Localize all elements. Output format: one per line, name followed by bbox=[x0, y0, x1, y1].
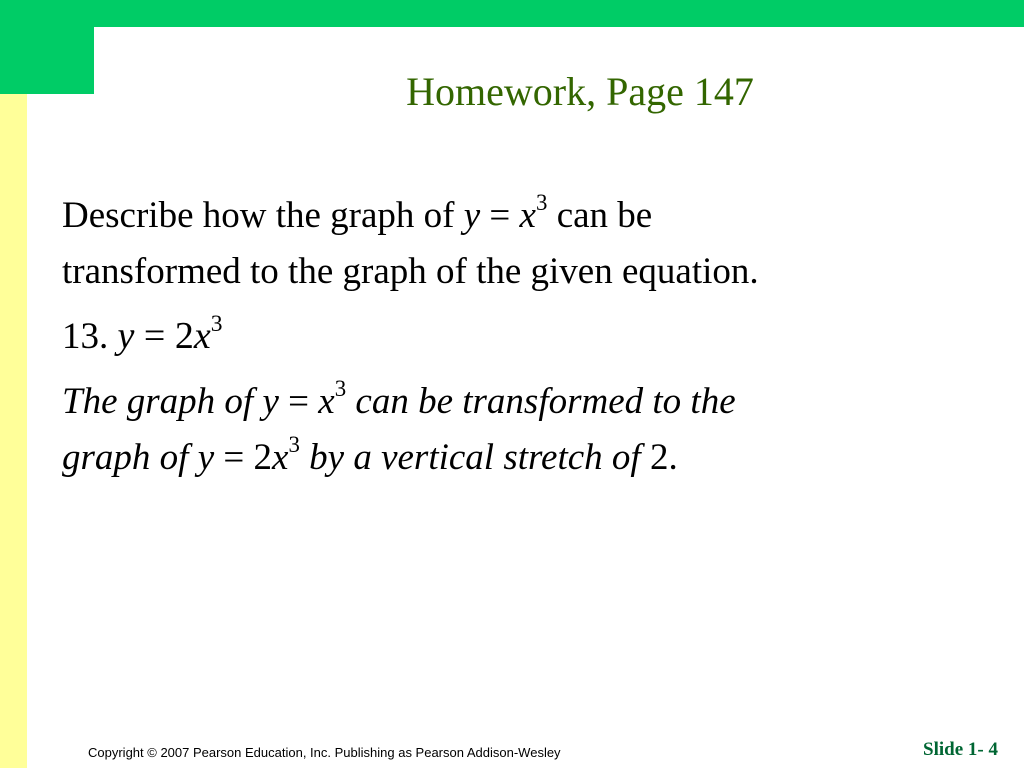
problem-line bbox=[62, 308, 992, 365]
answer2-text-start: graph of bbox=[62, 437, 198, 478]
corner-accent-block bbox=[0, 0, 94, 94]
answer2-equals: = bbox=[214, 437, 254, 478]
problem-equals: = bbox=[134, 315, 175, 357]
answer-exponent: 3 bbox=[334, 376, 347, 402]
answer2-exponent: 3 bbox=[288, 432, 300, 458]
answer-line-2 bbox=[62, 430, 992, 486]
prompt-y-variable: y bbox=[463, 195, 481, 236]
answer2-coefficient: 2 bbox=[253, 437, 272, 478]
answer-text-start: The graph of bbox=[62, 381, 263, 422]
left-accent-bar bbox=[0, 0, 27, 768]
answer-text-end: can be transformed to the bbox=[346, 381, 736, 422]
prompt-line-2: transformed to the graph of the given equation. bbox=[62, 251, 759, 292]
answer2-period: . bbox=[668, 437, 678, 478]
slide-number: Slide 1- 4 bbox=[923, 739, 998, 760]
problem-coefficient: 2 bbox=[174, 315, 194, 357]
prompt-text-start: Describe how the graph of bbox=[62, 195, 464, 236]
prompt-equals: = bbox=[480, 195, 520, 236]
answer2-y-variable: y bbox=[197, 437, 215, 478]
answer2-text-middle: by a vertical stretch of bbox=[299, 437, 650, 478]
answer-x-variable: x bbox=[318, 381, 335, 422]
prompt-x-variable: x bbox=[519, 195, 536, 236]
top-accent-bar bbox=[0, 0, 1024, 27]
problem-equation bbox=[117, 310, 223, 357]
problem-x-variable: x bbox=[193, 315, 211, 357]
prompt-line-1 bbox=[62, 188, 992, 244]
problem-lhs-y: y bbox=[117, 315, 135, 357]
answer2-x-variable: x bbox=[272, 437, 289, 478]
problem-number: 13. bbox=[62, 316, 118, 357]
prompt-exponent: 3 bbox=[535, 190, 548, 216]
answer-y-variable: y bbox=[262, 381, 279, 422]
footer-copyright: Copyright © 2007 Pearson Education, Inc. Publishing as Pearson Addison-Wesley bbox=[88, 745, 561, 760]
prompt-text-end: can be bbox=[547, 195, 653, 236]
answer-line-1 bbox=[62, 374, 992, 430]
answer2-stretch-factor: 2 bbox=[649, 437, 669, 478]
slide-title: Homework, Page 147 bbox=[406, 69, 754, 114]
problem-exponent: 3 bbox=[210, 310, 223, 337]
answer-equals: = bbox=[278, 381, 319, 422]
